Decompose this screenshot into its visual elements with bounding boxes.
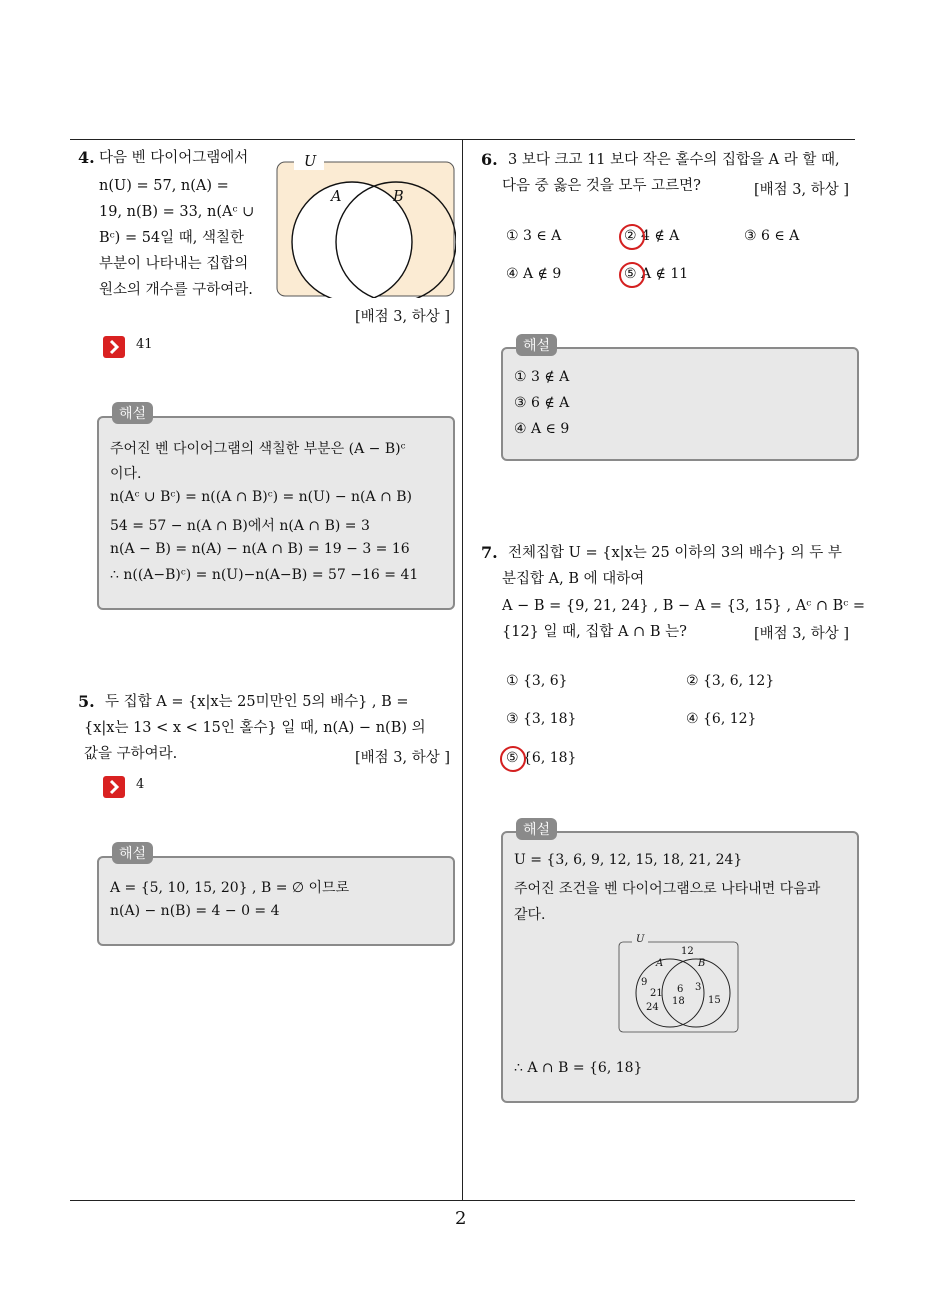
q7-number: 7. <box>481 543 498 562</box>
q6-choice-5[interactable]: ⑤ A ∉ 11 <box>624 266 689 282</box>
q7-choice-1[interactable]: ① {3, 6} <box>506 673 568 689</box>
q5-solution-line-2: n(A) − n(B) = 4 − 0 = 4 <box>110 903 280 919</box>
q6-solution-line-1: ① 3 ∉ A <box>514 369 570 385</box>
q7-line-3: A − B = {9, 21, 24} , B − A = {3, 15} , Aᶜ ∩ Bᶜ = <box>502 598 866 614</box>
page-number: 2 <box>455 1208 467 1229</box>
q7-venn-both-1: 6 <box>677 984 684 995</box>
q6-choice-1[interactable]: ① 3 ∈ A <box>506 228 562 244</box>
q4-line-2: n(U) = 57, n(A) = <box>99 178 229 194</box>
q7-venn-b-only-1: 3 <box>695 982 702 993</box>
q6-choice-4[interactable]: ④ A ∉ 9 <box>506 266 562 282</box>
q5-solution-tag: 해설 <box>112 842 153 864</box>
answer-arrow-icon <box>103 336 125 358</box>
q5-solution-line-1: A = {5, 10, 15, 20} , B = ∅ 이므로 <box>110 880 350 896</box>
bottom-rule <box>70 1200 855 1201</box>
q7-venn-u-label: U <box>636 934 645 945</box>
q6-solution-line-3: ④ A ∈ 9 <box>514 421 570 437</box>
q4-answer: 41 <box>136 337 153 352</box>
q6-solution-line-2: ③ 6 ∉ A <box>514 395 570 411</box>
q7-answer-mark-5 <box>500 746 526 772</box>
q4-venn-u-label: U <box>304 154 317 170</box>
q7-venn-a-only-3: 24 <box>646 1002 659 1013</box>
q5-number: 5. <box>78 692 95 711</box>
q4-line-1: 다음 벤 다이어그램에서 <box>99 150 249 166</box>
q5-line-1: 두 집합 A = {x|x는 25미만인 5의 배수} , B = <box>105 694 409 710</box>
q4-solution-line-1: 주어진 벤 다이어그램의 색칠한 부분은 (A − B)ᶜ <box>110 441 406 457</box>
q4-line-6: 원소의 개수를 구하여라. <box>99 282 253 298</box>
q5-line-2: {x|x는 13 < x < 15인 홀수} 일 때, n(A) − n(B) 의 <box>84 720 426 736</box>
q7-choice-4[interactable]: ④ {6, 12} <box>686 711 757 727</box>
q6-score: [배점 3, 하상 ] <box>754 182 850 198</box>
q7-venn-a-only-2: 21 <box>650 988 663 999</box>
q4-venn-b-label: B <box>393 189 404 205</box>
q7-solution-line-2: 주어진 조건을 벤 다이어그램으로 나타내면 다음과 <box>514 881 821 897</box>
q7-venn-a-only-1: 9 <box>641 977 648 988</box>
q7-solution-line-4: ∴ A ∩ B = {6, 18} <box>514 1060 643 1076</box>
q7-choice-3[interactable]: ③ {3, 18} <box>506 711 577 727</box>
q6-line-1: 3 보다 크고 11 보다 작은 홀수의 집합을 A 라 할 때, <box>508 152 840 168</box>
q4-solution-line-2: 이다. <box>110 466 142 482</box>
q4-line-5: 부분이 나타내는 집합의 <box>99 256 249 272</box>
q4-solution-line-3: n(Aᶜ ∪ Bᶜ) = n((A ∩ B)ᶜ) = n(U) − n(A ∩ B) <box>110 489 413 505</box>
q6-answer-mark-2 <box>619 224 645 250</box>
q5-score: [배점 3, 하상 ] <box>355 750 451 766</box>
q5-line-3: 값을 구하여라. <box>84 746 178 762</box>
q6-choice-3[interactable]: ③ 6 ∈ A <box>744 228 800 244</box>
q4-venn-shapes <box>276 152 456 298</box>
q7-venn-a-label: A <box>656 958 664 969</box>
q4-number: 4. <box>78 148 95 167</box>
q4-score: [배점 3, 하상 ] <box>355 309 451 325</box>
q5-solution-box <box>97 856 455 946</box>
q7-solution-tag: 해설 <box>516 818 557 840</box>
q4-solution-line-6: ∴ n((A−B)ᶜ) = n(U)−n(A−B) = 57 −16 = 41 <box>110 567 419 583</box>
q7-solution-line-3: 같다. <box>514 907 546 923</box>
q6-choice-2[interactable]: ② 4 ∉ A <box>624 228 680 244</box>
q6-line-2: 다음 중 옳은 것을 모두 고르면? <box>502 178 701 194</box>
q4-venn-a-label: A <box>331 189 342 205</box>
q4-solution-line-4: 54 = 57 − n(A ∩ B)에서 n(A ∩ B) = 3 <box>110 518 370 534</box>
q7-solution-line-1: U = {3, 6, 9, 12, 15, 18, 21, 24} <box>514 852 743 868</box>
q5-answer: 4 <box>136 777 145 792</box>
q6-answer-mark-5 <box>619 262 645 288</box>
q7-choice-2[interactable]: ② {3, 6, 12} <box>686 673 775 689</box>
q7-line-2: 분집합 A, B 에 대하여 <box>502 571 645 587</box>
q7-score: [배점 3, 하상 ] <box>754 626 850 642</box>
q4-line-3: 19, n(B) = 33, n(Aᶜ ∪ <box>99 204 255 220</box>
q7-line-4: {12} 일 때, 집합 A ∩ B 는? <box>502 624 687 640</box>
q4-solution-tag: 해설 <box>112 402 153 424</box>
q7-choice-5[interactable]: ⑤ {6, 18} <box>506 750 577 766</box>
q7-line-1: 전체집합 U = {x|x는 25 이하의 3의 배수} 의 두 부 <box>508 545 842 561</box>
q7-venn-outside: 12 <box>681 946 694 957</box>
column-divider <box>462 139 463 1201</box>
q7-venn-b-label: B <box>698 958 706 969</box>
q4-solution-line-5: n(A − B) = n(A) − n(A ∩ B) = 19 − 3 = 16 <box>110 541 410 557</box>
q4-line-4: Bᶜ) = 54일 때, 색칠한 <box>99 230 245 246</box>
q6-number: 6. <box>481 150 498 169</box>
q7-venn-b-only-2: 15 <box>708 995 721 1006</box>
q7-venn-both-2: 18 <box>672 996 685 1007</box>
q6-solution-tag: 해설 <box>516 334 557 356</box>
answer-arrow-icon <box>103 776 125 798</box>
